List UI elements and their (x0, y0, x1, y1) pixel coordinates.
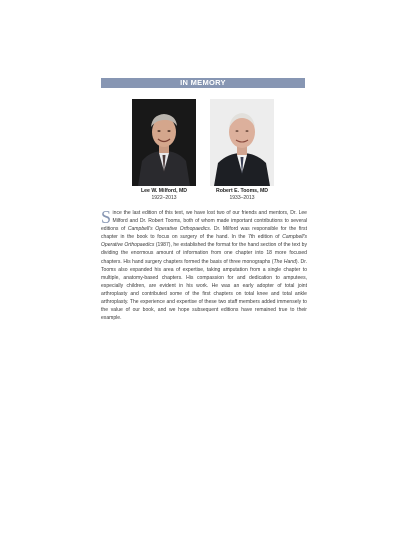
person-name: Lee W. Milford, MD (140, 188, 188, 194)
memorial-text-part: ince the last edition of this text, we have lost two of our friends and mentors, Dr. Lee Milford and Dr. Robert Tooms, both of whom made important contributions to several editions of (101, 210, 307, 233)
memorial-paragraph (101, 209, 307, 322)
in-memory-banner: IN MEMORY (101, 78, 305, 88)
portrait-lee-milford (132, 99, 196, 186)
book-title: The Hand (273, 258, 296, 265)
memorial-text-part: . Dr. Milford was responsible for the first chapter in the book to focus on surgery of the hand. In the 7th edition of (101, 226, 307, 241)
portrait-lee-milford-image (132, 99, 196, 186)
portrait-robert-tooms (210, 99, 274, 186)
person-name: Robert E. Tooms, MD (215, 188, 269, 194)
book-title: Campbell's Operative Orthopaedics (101, 234, 307, 249)
portrait-robert-tooms-image (210, 99, 274, 186)
drop-cap: S (101, 207, 112, 227)
caption-lee-milford (119, 188, 209, 202)
person-years: 1922–2013 (151, 195, 177, 201)
memorial-text-part: ). Dr. Tooms also expanded his area of expertise, taking amputation from a single chapter to multiple, anatomy-based chapters. His compassion for and dedication to amputees, especially children, are evident in his work. He was an early adopter of total joint arthroplasty and contributed some of the first chapters on total knee and total ankle arthroplasty. The experience and expertise of these two staff members added immensely to the value of our book, and we hope subsequent editions have remained true to their example. (101, 258, 307, 322)
memorial-text-part: (1987), he established the format for the hand section of the text by dividing the enormous amount of information from one chapter into 18 more focused chapters. His hand surgery chapters formed the basis of three monographs ( (101, 242, 307, 265)
person-years: 1933–2013 (229, 195, 255, 201)
book-title: Campbell's Operative Orthopaedics (127, 226, 210, 233)
caption-robert-tooms (197, 188, 287, 202)
